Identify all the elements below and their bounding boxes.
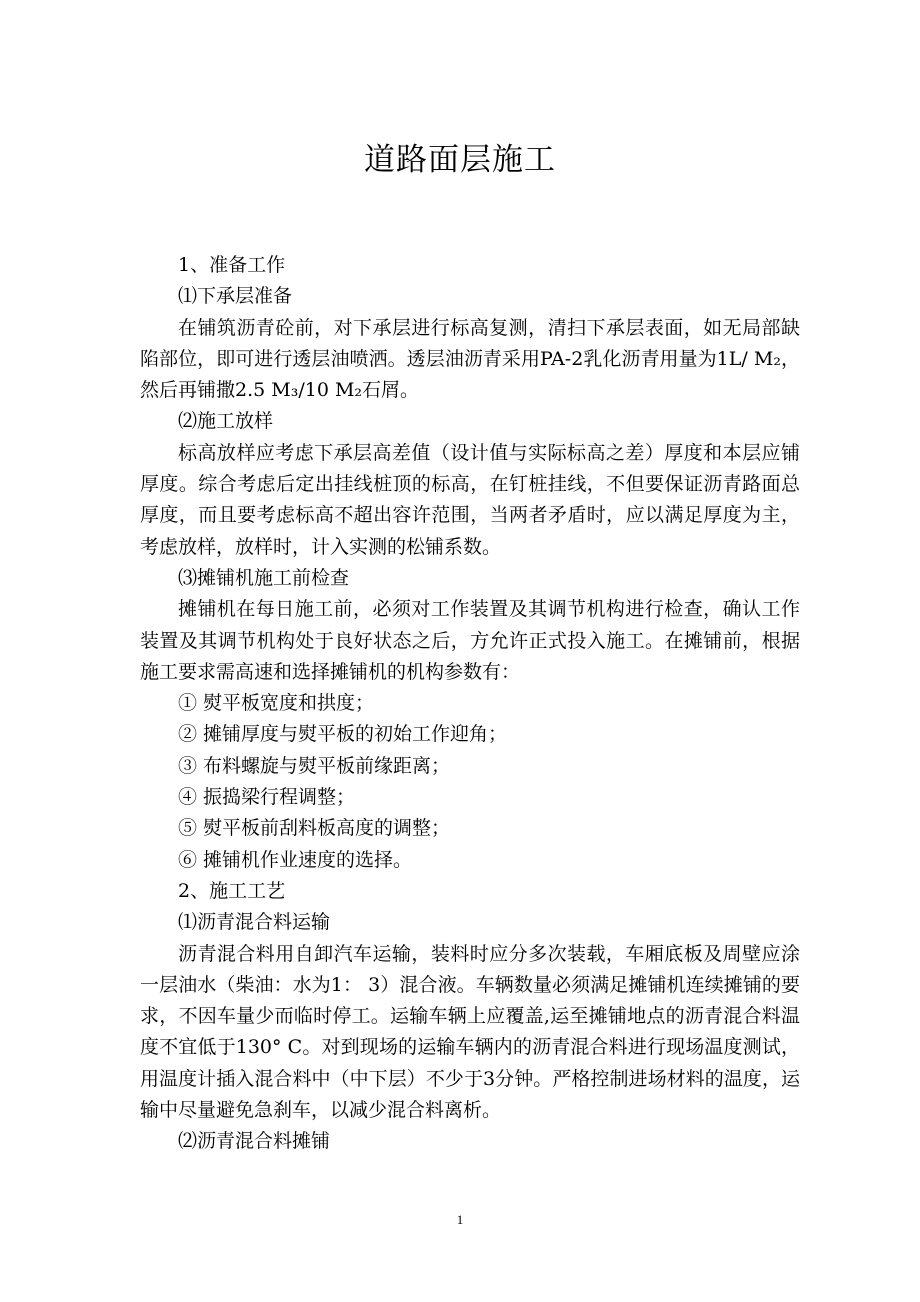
list-item: ⑥ 摊铺机作业速度的选择。 bbox=[178, 848, 413, 871]
page-number: 1 bbox=[456, 1212, 464, 1227]
paragraph-layout: 标高放样应考虑下承层高差值（设计值与实际标高之差）厚度和本层应铺厚度。综合考虑后定出挂线桩顶的标高，在钉桩挂线，不但要保证沥青路面总厚度，而且要考虑标高不超出容许范围，当两者矛盾时，应以满足厚度为主，考虑放样，放样时，计入实测的松铺系数。 bbox=[140, 441, 800, 558]
list-item: ③ 布料螺旋与熨平板前缘距离； bbox=[178, 754, 451, 777]
subsection-heading-transport: ⑴沥青混合料运输 bbox=[178, 911, 331, 934]
paragraph-base-prep: 在铺筑沥青砼前，对下承层进行标高复测，清扫下承层表面，如无局部缺陷部位，即可进行透层油喷洒。透层油沥青采用PA-2乳化沥青用量为1L/ M₂，然后再铺撒2.5 M₃/10 M₂石屑。 bbox=[140, 316, 800, 402]
list-item: ① 熨平板宽度和拱度； bbox=[178, 692, 375, 715]
paragraph-paver-check: 摊铺机在每日施工前，必须对工作装置及其调节机构进行检查，确认工作装置及其调节机构处于良好状态之后，方允许正式投入施工。在摊铺前，根据施工要求需高速和选择摊铺机的机构参数有： bbox=[140, 598, 800, 683]
subsection-heading-paving: ⑵沥青混合料摊铺 bbox=[178, 1130, 331, 1153]
list-item: ② 摊铺厚度与熨平板的初始工作迎角； bbox=[178, 723, 508, 746]
subsection-heading-paver-check: ⑶摊铺机施工前检查 bbox=[178, 566, 350, 589]
subsection-heading-layout: ⑵施工放样 bbox=[178, 410, 274, 433]
list-item: ⑤ 熨平板前刮料板高度的调整； bbox=[178, 817, 451, 840]
section-heading-process: 2、施工工艺 bbox=[178, 879, 286, 902]
paragraph-transport: 沥青混合料用自卸汽车运输，装料时应分多次装载，车厢底板及周壁应涂一层油水（柴油：水为1： 3）混合液。车辆数量必须满足摊铺机连续摊铺的要求，不因车量少而临时停工。运输车辆上应覆盖,运至摊铺地点的沥青混合料温度不宜低于130° C。对到现场的运输车辆内的沥青混合料进行现场温度测试，用温度计插入混合料中（中下层）不少于3分钟。严格控制进场材料的温度，运输中尽量避免急刹车，以减少混合料离析。 bbox=[140, 942, 800, 1122]
paver-parameter-list bbox=[140, 688, 800, 876]
document-body bbox=[140, 250, 800, 1158]
section-heading-preparation: 1、准备工作 bbox=[178, 254, 286, 276]
document-title: 道路面层施工 bbox=[364, 142, 556, 178]
list-item: ④ 振捣梁行程调整； bbox=[178, 786, 356, 809]
subsection-heading-base-prep: ⑴下承层准备 bbox=[178, 285, 293, 308]
